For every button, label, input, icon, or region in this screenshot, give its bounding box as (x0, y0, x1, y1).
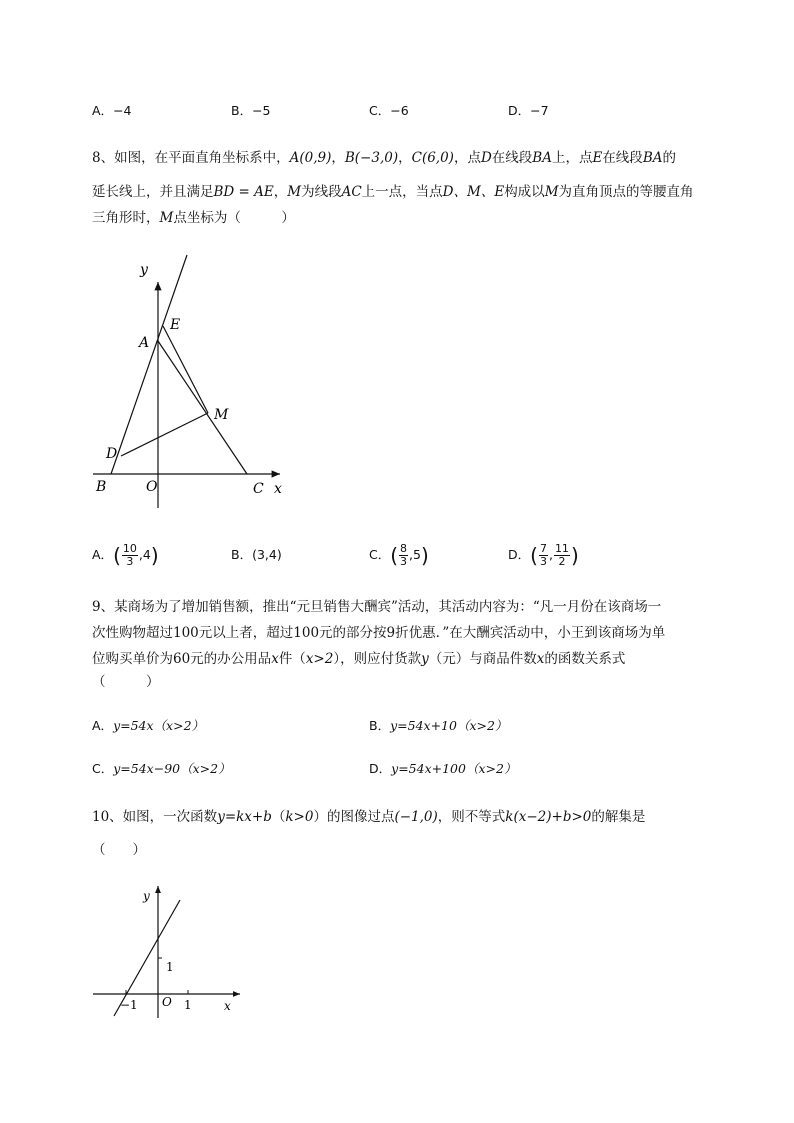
label-y: y (143, 889, 150, 903)
var-y: y (421, 651, 429, 667)
point-c: C(6,0) (411, 150, 454, 166)
segment-ba: BA (642, 150, 663, 166)
segment-ac: AC (341, 184, 362, 200)
text: 上一点，当点 (361, 184, 443, 200)
text: 在线段 (602, 150, 643, 166)
option-value: −4 (113, 103, 132, 118)
label-o: O (146, 479, 158, 495)
var-m: M (544, 184, 559, 200)
q7-option-c[interactable] (369, 101, 409, 119)
text: 的解集是 (591, 809, 646, 825)
point-a: A(0,9) (289, 150, 332, 166)
option-label: C． (369, 547, 391, 562)
option-label: D． (369, 761, 392, 776)
option-value: y=54x（x>2） (113, 718, 205, 733)
q9-line-1: 9、某商场为了增加销售额，推出“元旦销售大酬宾”活动，其活动内容为：“凡一月份在该商场一 (92, 599, 662, 615)
var-m: M (159, 210, 174, 226)
text: 10、如图，一次函数 (92, 809, 218, 825)
q8-option-d[interactable]: D．( $\frac{7}{3}$ , $\frac{11}{2}$ ) (508, 542, 579, 568)
points-dme: D、M、E (442, 184, 505, 200)
q8-line-1: 8、如图，在平面直角坐标系中，A(0,9)，B(−3,0)，C(6,0)，点D在线段BA上，点E在线段BA的 (92, 150, 676, 166)
text: 在线段 (491, 150, 533, 166)
q8-option-c[interactable]: C．( $\frac{8}{3}$ ,5) (369, 542, 429, 568)
option-label: B． (231, 547, 253, 562)
text: ， (273, 184, 288, 200)
q10-line-1 (92, 802, 645, 832)
fraction (122, 543, 138, 568)
q7-option-d[interactable] (508, 101, 549, 119)
q9-line-2: 次性购物超过100元以上者，超过100元的部分按9折优惠．”在大酬宾活动中，小王到该商场为单 (92, 625, 666, 641)
condition: x>2 (305, 651, 334, 667)
numerator: 7 (539, 542, 547, 555)
text: ）的图像过点 (313, 809, 395, 825)
text: 的函数关系式 (544, 651, 626, 667)
label-y: y (140, 262, 148, 278)
label-neg1: −1 (120, 998, 138, 1012)
segment-ba: BA (532, 150, 552, 166)
segment-dm (121, 413, 208, 456)
var-e: E (592, 150, 603, 166)
option-label: A． (92, 547, 114, 562)
text: （元）与商品件数 (428, 651, 537, 667)
text: 延长线上，并且满足 (92, 184, 214, 200)
point: (−1,0) (394, 809, 438, 825)
option-value: (3,4) (252, 547, 282, 562)
var-x: x (271, 651, 279, 667)
text: ，则不等式 (437, 809, 506, 825)
segment-em (163, 326, 208, 413)
option-label: C． (369, 103, 391, 118)
label-m: M (214, 407, 229, 423)
q9-option-b[interactable] (369, 716, 507, 734)
denominator: 3 (400, 555, 408, 568)
var-m: M (287, 184, 302, 200)
q9-line-4: （ ） (92, 674, 160, 690)
q9-option-c[interactable] (92, 759, 231, 777)
label-o: O (162, 995, 172, 1009)
q8-line-3 (92, 203, 295, 233)
condition: k>0 (285, 809, 314, 825)
label-d: D (106, 446, 118, 462)
text: 件（ (278, 651, 306, 667)
fraction (539, 543, 548, 568)
text: 为线段 (301, 184, 342, 200)
label-one-y: 1 (166, 960, 174, 974)
label-a: A (139, 335, 150, 351)
text: （ (271, 809, 286, 825)
option-value: y=54x−90（x>2） (113, 761, 231, 776)
option-label: C． (92, 761, 114, 776)
segment-ac (158, 341, 247, 474)
q10-figure (88, 878, 248, 1023)
option-label: B． (369, 718, 391, 733)
numerator: 8 (400, 542, 408, 555)
label-x: x (274, 481, 282, 497)
point-b: B(−3,0) (344, 150, 399, 166)
denominator: 2 (558, 555, 566, 568)
denominator: 3 (126, 555, 134, 568)
option-label: A． (92, 718, 114, 733)
text: 点坐标为（ ） (173, 210, 295, 226)
numerator: 11 (554, 542, 569, 555)
option-rest: ,4 (138, 547, 151, 562)
label-c: C (253, 481, 264, 497)
text: 的 (662, 150, 676, 166)
label-one-x: 1 (184, 998, 192, 1012)
q7-option-a[interactable] (92, 101, 132, 119)
var-d: D (480, 150, 492, 166)
q8-figure (88, 250, 298, 515)
q8-option-a[interactable]: A．( $\frac{10}{3}$ ,4) (92, 542, 159, 568)
text: 如图，在平面直角坐标系中， (114, 150, 290, 166)
text: 为直角顶点的等腰直角 (558, 184, 694, 200)
q10-line-2: （ ） (92, 842, 146, 858)
text: 上，点 (551, 150, 593, 166)
question-number: 8、 (92, 150, 115, 166)
fraction (399, 543, 408, 568)
option-value: y=54x+100（x>2） (391, 761, 517, 776)
option-value: y=54x+10（x>2） (390, 718, 508, 733)
q7-option-b[interactable] (231, 101, 271, 119)
text: ，点 (453, 150, 481, 166)
text: 位购买单价为60元的办公用品 (92, 651, 272, 667)
label-e: E (170, 317, 181, 333)
q9-option-a[interactable] (92, 716, 204, 734)
option-label: D． (508, 547, 531, 562)
text: 构成以 (504, 184, 545, 200)
q8-option-b[interactable] (231, 538, 282, 572)
option-label: B． (231, 103, 253, 118)
numerator: 10 (122, 542, 137, 555)
label-x: x (224, 999, 231, 1013)
option-label: A． (92, 103, 114, 118)
text: ），则应付货款 (333, 651, 422, 667)
function: y=kx+b (217, 809, 272, 825)
option-rest: ,5 (409, 547, 421, 562)
option-value: −6 (390, 103, 409, 118)
option-label: D． (508, 103, 531, 118)
option-value: −5 (252, 103, 271, 118)
q9-line-3 (92, 644, 625, 674)
equation: BD = AE (213, 184, 274, 200)
fraction (554, 543, 570, 568)
var-x: x (536, 651, 545, 667)
q9-option-d[interactable] (369, 759, 516, 777)
option-value: −7 (530, 103, 549, 118)
line-ba-extended (111, 255, 187, 474)
denominator: 3 (539, 555, 547, 568)
text: 三角形时， (92, 210, 160, 226)
inequality: k(x−2)+b>0 (505, 809, 592, 825)
label-b: B (96, 479, 107, 495)
